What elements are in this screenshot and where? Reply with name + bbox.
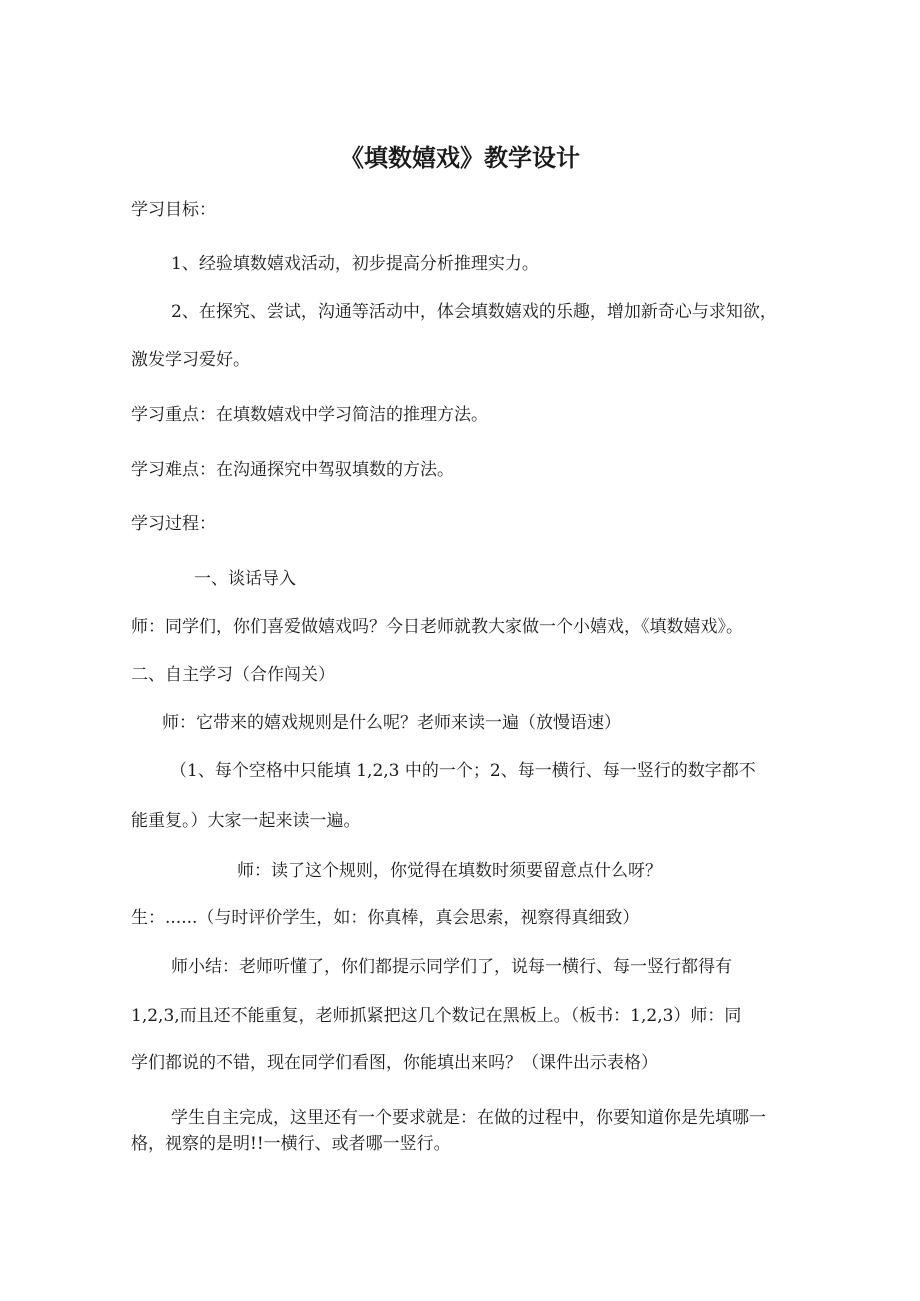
section-heading-process: 学习过程：: [131, 514, 216, 534]
student-task: 学生自主完成，这里还有一个要求就是：在做的过程中，你要知道你是先填哪一: [171, 1108, 766, 1128]
objective-item-2: 2、在探究、尝试，沟通等活动中，体会填数嬉戏的乐趣，增加新奇心与求知欲，: [171, 302, 777, 322]
section-heading-objectives: 学习目标：: [131, 200, 216, 220]
teacher-summary-cont-2: 学们都说的不错，现在同学们看图，你能填出来吗？（课件出示表格）: [131, 1053, 658, 1073]
step-heading-intro: 一、谈话导入: [194, 569, 296, 589]
student-task-cont: 格，视察的是明!!一横行、或者哪一竖行。: [131, 1134, 451, 1154]
teacher-summary: 师小结：老师听懂了，你们都提示同学们了，说每一横行、每一竖行都得有: [171, 957, 732, 977]
objective-item-1: 1、经验填数嬉戏活动，初步提高分析推理实力。: [171, 254, 539, 274]
rules-text: （1、每个空格中只能填 1,2,3 中的一个；2、每一横行、每一竖行的数字都不: [170, 761, 756, 781]
document-title: 《填数嬉戏》教学设计: [340, 143, 580, 172]
rules-text-cont: 能重复。）大家一起来读一遍。: [131, 811, 361, 831]
step-heading-self-study: 二、自主学习（合作闯关）: [131, 665, 335, 685]
objective-item-2-cont: 激发学习爱好。: [131, 350, 250, 370]
teacher-question: 师：读了这个规则，你觉得在填数时须要留意点什么呀？: [237, 861, 662, 881]
student-response: 生：......（与时评价学生，如：你真棒，真会思索，视察得真细致）: [131, 908, 640, 928]
teacher-summary-cont-1: 1,2,3,而且还不能重复，老师抓紧把这几个数记在黑板上。（板书：1,2,3）师：同: [131, 1006, 742, 1026]
difficult-point: 学习难点：在沟通探究中驾驭填数的方法。: [131, 460, 454, 480]
teacher-line-intro: 师：同学们，你们喜爱做嬉戏吗？今日老师就教大家做一个小嬉戏，《填数嬉戏》。: [131, 617, 743, 637]
teacher-line-rules: 师：它带来的嬉戏规则是什么呢？老师来读一遍（放慢语速）: [162, 713, 621, 733]
key-point: 学习重点：在填数嬉戏中学习简洁的推理方法。: [131, 405, 488, 425]
